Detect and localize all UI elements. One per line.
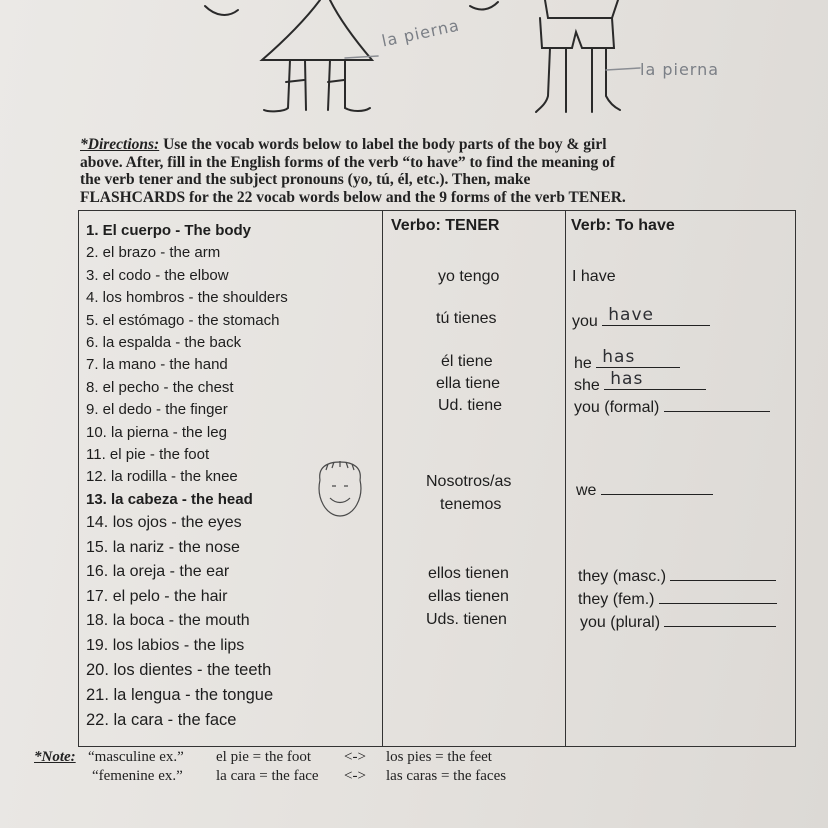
directions-line-1: Use the vocab words below to label the body parts of the boy & girl — [159, 136, 607, 153]
boy-shorts — [540, 18, 614, 48]
conj-yo: yo tengo — [438, 268, 500, 285]
vocab-item: 21. la lengua - the tongue — [86, 686, 274, 705]
directions-line-2: above. After, fill in the English forms of the verb “to have” to find the meaning of — [80, 153, 616, 171]
answer-he: has — [602, 347, 636, 367]
blank-you-formal[interactable] — [664, 395, 770, 412]
conj-tenemos: tenemos — [440, 496, 502, 513]
directions-text — [80, 136, 780, 206]
eng-you-formal: you (formal) — [574, 399, 660, 416]
blank-she[interactable] — [604, 369, 706, 390]
note-fem-plural: las caras = the faces — [386, 768, 507, 784]
boy-label-line — [606, 68, 640, 70]
note-masc: “masculine ex.” — [88, 749, 184, 765]
girl-label-line — [345, 56, 378, 58]
girl-dress — [262, 0, 372, 60]
directions-line-4: FLASHCARDS for the 22 vocab words below and the 9 forms of the verb TENER. — [80, 188, 626, 206]
conj-nosotros: Nosotros/as — [426, 473, 512, 490]
vocab-item: 17. el pelo - the hair — [86, 587, 228, 605]
note-arrow-2: <-> — [344, 768, 366, 784]
note-label: *Note: — [34, 749, 76, 765]
note-masc-plural: los pies = the feet — [386, 749, 492, 765]
vocab-item: 5. el estómago - the stomach — [86, 311, 280, 329]
vocab-item: 18. la boca - the mouth — [86, 612, 250, 630]
eng-they-masc-row — [578, 564, 776, 588]
eng-we-row — [576, 478, 713, 502]
blank-we[interactable] — [601, 478, 713, 495]
answer-you: have — [608, 305, 654, 325]
girl-leg-right — [328, 60, 330, 110]
vocab-list — [86, 220, 288, 733]
vocab-item: 19. los labios - the lips — [86, 636, 245, 654]
girl-leg-left — [264, 60, 290, 111]
eng-you-plural: you (plural) — [580, 614, 661, 631]
verb-english-header: Verb: To have — [571, 217, 675, 234]
eng-they-masc: they (masc.) — [578, 568, 667, 585]
table-divider-2 — [565, 210, 566, 747]
table-divider-1 — [382, 210, 383, 747]
conj-ella: ella tiene — [436, 375, 501, 392]
vocab-item: 8. el pecho - the chest — [86, 378, 234, 396]
vocab-item: 2. el brazo - the arm — [86, 244, 221, 262]
answer-she: has — [610, 369, 644, 389]
vocab-item: 3. el codo - the elbow — [86, 266, 229, 284]
directions-line-3: the verb tener and the subject pronouns (yo, tú, él, etc.). Then, make — [80, 171, 531, 188]
conj-ud: Ud. tiene — [438, 397, 503, 414]
boy-shirt — [545, 0, 618, 18]
girl-leg-left-inner — [305, 60, 306, 110]
vocab-item: 4. los hombros - the shoulders — [86, 289, 288, 307]
boy-leg-left — [536, 48, 550, 112]
vocab-item: 16. la oreja - the ear — [86, 563, 230, 581]
verb-spanish-header: Verbo: TENER — [391, 217, 500, 234]
girl-hand-right — [470, 2, 498, 9]
eng-you: you — [572, 313, 598, 330]
vocab-item: 9. el dedo - the finger — [86, 401, 228, 419]
vocab-item: 22. la cara - the face — [86, 711, 237, 730]
note-fem: “femenine ex.” — [92, 768, 183, 784]
eng-you-formal-row — [574, 395, 770, 419]
conj-tu: tú tienes — [436, 310, 497, 327]
vocab-item: 15. la nariz - the nose — [86, 538, 240, 556]
eng-they-fem: they (fem.) — [578, 591, 655, 608]
vocab-item: 1. El cuerpo - The body — [86, 222, 252, 239]
eng-i: I have — [572, 268, 616, 285]
girl-knee-right — [328, 80, 344, 82]
blank-you[interactable] — [602, 305, 710, 326]
blank-they-fem[interactable] — [659, 587, 777, 604]
conj-ellos: ellos tienen — [428, 565, 509, 582]
vocab-item: 20. los dientes - the teeth — [86, 661, 272, 680]
face-sketch-icon — [312, 458, 368, 520]
girl-hand-left — [205, 6, 238, 15]
eng-they-fem-row — [578, 587, 777, 611]
note-masc-singular: el pie = the foot — [216, 749, 312, 765]
vocab-item: 11. el pie - the foot — [86, 445, 210, 463]
note-arrow-1: <-> — [344, 749, 366, 765]
conj-uds: Uds. tienen — [426, 611, 507, 628]
girl-leg-label: la pierna — [380, 15, 462, 51]
boy-leg-right-inner — [606, 48, 620, 110]
note-fem-singular: la cara = the face — [216, 768, 319, 784]
eng-you-row — [572, 305, 710, 333]
blank-he[interactable] — [596, 347, 680, 368]
boy-leg-label: la pierna — [640, 60, 720, 79]
girl-leg-right-inner — [345, 60, 370, 111]
eng-she-row — [574, 369, 706, 397]
vocab-item: 7. la mano - the hand — [86, 356, 228, 374]
directions-lead: *Directions: — [80, 136, 160, 153]
vocab-item: 12. la rodilla - the knee — [86, 468, 238, 486]
conj-ellas: ellas tienen — [428, 588, 509, 605]
eng-you-plural-row — [580, 610, 776, 634]
vocab-item: 6. la espalda - the back — [86, 333, 242, 351]
blank-you-plural[interactable] — [664, 610, 776, 627]
conj-el: él tiene — [441, 353, 493, 370]
eng-he: he — [574, 355, 592, 372]
vocab-item: 14. los ojos - the eyes — [86, 514, 242, 532]
eng-we: we — [576, 482, 597, 499]
blank-they-masc[interactable] — [670, 564, 776, 581]
eng-she: she — [574, 377, 600, 394]
vocab-item: 10. la pierna - the leg — [86, 423, 227, 441]
vocab-item: 13. la cabeza - the head — [86, 490, 253, 508]
